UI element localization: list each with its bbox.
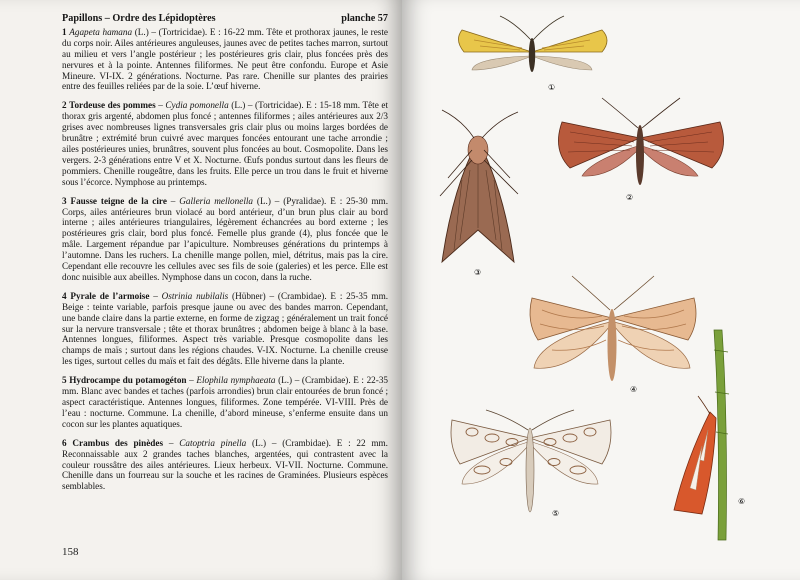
moth-5-illustration: [451, 410, 611, 512]
entry-description: (L.) – (Tortricidae). E : 15-18 mm. Tête et thorax gris argenté, abdomen plus foncé ; antennes filiformes ; ailes antérieures aux 2/3 grises avec nombreuses lignes transversales gris clair plus ou moins larges bordées de brunâtre ; extrémité brun cuivré avec marques foncées entourant une tache arrondie ; ailes postérieures unies, brunâtres, souvent plus foncées au bout. Cosmopolite. Dans les vergers. 2-3 générations entre V et X. Nocturne. Œufs pondus surtout dans les fleurs de pommiers. Chenille rougeâtre, dans les fruits. Elle perce un trou dans le fruit et hiverne sous l’écorce. Nymphose au printemps.: [62, 100, 389, 187]
entry-number: 4: [62, 290, 67, 301]
species-entry: [62, 27, 388, 92]
species-entries: [62, 27, 388, 492]
common-name: Pyrale de l’armoise: [70, 290, 150, 301]
latin-name: Cydia pomonella: [165, 100, 229, 111]
figure-number-5: ⑤: [552, 509, 560, 518]
common-name: Tordeuse des pommes: [69, 100, 156, 111]
entry-number: 5: [62, 375, 67, 386]
figure-number-1: ①: [548, 83, 556, 92]
species-entry: 2 Tordeuse des pommes – Cydia pomonella (L.) – (Tortricidae). E : 15-18 mm. Tête et thorax gris argenté, abdomen plus foncé ; antennes filiformes ; ailes antérieures aux 2/3 grises avec nombreuses lignes transversales gris clair plus ou moins larges bordées de brunâtre ; extrémité brun cuivré avec marques foncées entourant une tache arrondie ; ailes postérieures unies, brunâtres, souvent plus foncées au bout. Cosmopolite. Dans les vergers. 2-3 générations entre V et X. Nocturne. Œufs pondus surtout dans les fleurs de pommiers. Chenille rougeâtre, dans les fruits. Elle perce un trou dans le fruit et hiverne sous l’écorce. Nymphose au printemps.: [62, 100, 389, 187]
common-name: Fausse teigne de la cire: [70, 195, 167, 206]
entry-number: 3: [62, 195, 67, 206]
species-entry: 4 Pyrale de l’armoise – Ostrinia nubilalis (Hübner) – (Crambidae). E : 25-35 mm. Beige : teinte variable, parfois presque jaune ou avec des bandes marron. Cependant, une bande claire dans la partie externe, en forme de zigzag ; généralement un trait foncé sur la nervure transversale ; tête et thorax brunâtres ; abdomen beige à blanc à la base. Antennes longues, filiformes. Aspect très variable. Presque cosmopolite dans les champs de maïs ; surtout dans les régions chaudes. V-IX. Nocturne. La chenille creuse les tiges, surtout celles du maïs et fait des dégâts. Elle hiverne dans la plante.: [62, 290, 389, 367]
entry-description: (L.) – (Tortricidae). E : 16-22 mm. Tête et prothorax jaunes, le reste du corps noir. Ailes antérieures anguleuses, jaunes avec de petites taches marron, surtout au milieu et vers l’angle postérieur ; les postérieures gris clair, plus foncées près des nervures et à la pointe. Antennes filiformes. Ne peut être confondu. Europe et Asie Mineure. VI-IX. 2 générations. Nocturne. Pas rare. Chenille sur plantes des prairies entre des feuilles reliées par de la soie. L’œuf hiverne.: [62, 26, 388, 92]
entry-description: (Hübner) – (Crambidae). E : 25-35 mm. Beige : teinte variable, parfois presque jaune ou avec des bandes marron. Cependant, une bande claire dans la partie externe, en forme de zigzag ; généralement un trait foncé sur la nervure transversale ; tête et thorax brunâtres ; abdomen beige à blanc à la base. Antennes longues, filiformes. Aspect très variable. Presque cosmopolite dans les champs de maïs ; surtout dans les régions chaudes. V-IX. Nocturne. La chenille creuse les tiges, surtout celles du maïs et fait des dégâts. Elle hiverne dans la plante.: [62, 290, 389, 367]
latin-name: Catoptria pinella: [179, 437, 247, 448]
moth-2-illustration: [558, 98, 723, 185]
text-column: [62, 14, 388, 500]
entry-description: (L.) – (Pyralidae). E : 25-30 mm. Corps, ailes antérieures brun violacé au bord antérieur, d’un brun plus clair au bord interne ; ailes antérieures triangulaires, légèrement échancrées au bord externe ; les postérieures gris clair, bord plus foncé. Femelle plus grande (4), plus foncée que le mâle. Largement répandue par l’apiculture. Nombreuses générations du printemps à l’automne. Dans les ruchers. La chenille mange pollen, miel, détritus, mais pas la cire. Cependant elle recouvre les cellules avec ses fils de soie (galeries) et les perce. Elle est donc nuisible aux abeilles. Nymphose dans un cocon, dans la ruche.: [62, 195, 388, 282]
entry-description: (L.) – (Crambidae). E : 22-35 mm. Blanc avec bandes et taches (parfois arrondies) brun clair entourées de brun foncé ; aspect caractéristique. Antennes longues, filiformes. Zone tempérée. VI-VIII. Près de l’eau : nocturne. Commune. La chenille, d’abord mineuse, s’enferme ensuite dans un cocon sur les plantes aquatiques.: [62, 375, 389, 429]
page-header: [62, 14, 388, 25]
plate-label: planche 57: [341, 13, 388, 24]
moth-4-illustration: [530, 276, 696, 381]
species-entry: 6 Crambus des pinèdes – Catoptria pinella (L.) – (Crambidae). E : 22 mm. Reconnaissable aux 2 grandes taches blanches, argentées, qui contrastent avec la couleur roussâtre des ailes antérieures. Lieux herbeux. VI-VII. Nocturne. Commune. Chenille dans un fourreau sur la souche et les racines de Graminées. Plusieurs espèces semblables.: [62, 437, 388, 492]
latin-name: Agapeta hamana: [69, 26, 133, 37]
moth-1-illustration: [458, 16, 607, 72]
species-entry: 5 Hydrocampe du potamogéton – Elophila nymphaeata (L.) – (Crambidae). E : 22-35 mm. Blanc avec bandes et taches (parfois arrondies) brun clair entourées de brun foncé ; aspect caractéristique. Antennes longues, filiformes. Zone tempérée. VI-VIII. Près de l’eau : nocturne. Commune. La chenille, d’abord mineuse, s’enferme ensuite dans un cocon sur les plantes aquatiques.: [62, 375, 389, 429]
common-name: Hydrocampe du potamogéton: [69, 375, 187, 386]
latin-name: Ostrinia nubilalis: [161, 290, 229, 301]
plate-illustration: [402, 0, 800, 580]
common-name: Crambus des pinèdes: [72, 437, 164, 448]
header-title: Papillons – Ordre des Lépidoptères: [62, 13, 216, 24]
entry-number: 1: [62, 26, 67, 37]
moth-3-illustration: [440, 110, 518, 262]
figure-number-3: ③: [474, 268, 482, 277]
figure-number-6: ⑥: [738, 497, 746, 506]
entry-description: (L.) – (Crambidae). E : 22 mm. Reconnaissable aux 2 grandes taches blanches, argentées, qui contrastent avec la couleur roussâtre des ailes antérieures. Lieux herbeux. VI-VII. Nocturne. Commune. Chenille dans un fourreau sur la souche et les racines de Graminées. Plusieurs espèces semblables.: [62, 437, 388, 492]
entry-number: 6: [62, 437, 67, 448]
latin-name: Galleria mellonella: [179, 195, 254, 206]
right-page: [402, 0, 800, 580]
entry-number: 2: [62, 100, 67, 111]
latin-name: Elophila nymphaeata: [196, 375, 276, 386]
page-number: 158: [62, 546, 79, 558]
figure-number-2: ②: [626, 193, 634, 202]
figure-number-4: ④: [630, 385, 638, 394]
species-entry: 3 Fausse teigne de la cire – Galleria mellonella (L.) – (Pyralidae). E : 25-30 mm. Corps, ailes antérieures brun violacé au bord antérieur, d’un brun plus clair au bord interne ; ailes antérieures triangulaires, légèrement échancrées au bord externe ; les postérieures gris clair, bord plus foncé. Femelle plus grande (4), plus foncée que le mâle. Largement répandue par l’apiculture. Nombreuses générations du printemps à l’automne. Dans les ruchers. La chenille mange pollen, miel, détritus, mais pas la cire. Cependant elle recouvre les cellules avec ses fils de soie (galeries) et les perce. Elle est donc nuisible aux abeilles. Nymphose dans un cocon, dans la ruche.: [62, 195, 388, 282]
